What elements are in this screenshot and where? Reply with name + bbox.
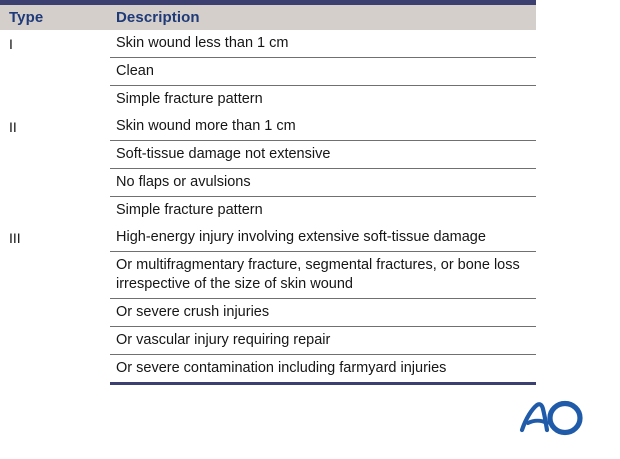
description-cell: Clean <box>116 63 154 79</box>
type-group-ii <box>0 113 536 224</box>
description-cell: High-energy injury involving extensive soft-tissue damage <box>116 229 486 245</box>
table-row <box>0 30 536 57</box>
table-row <box>0 58 536 85</box>
type-label-spacer <box>0 58 110 63</box>
description-cell: Or severe contamination including farmyard injuries <box>116 360 447 376</box>
column-header-description: Description <box>116 9 200 26</box>
type-label-spacer <box>0 197 110 202</box>
table-bottom-border <box>110 382 536 385</box>
table-row <box>0 355 536 382</box>
description-cell: Simple fracture pattern <box>116 202 263 218</box>
type-label-spacer <box>0 141 110 146</box>
type-group-i <box>0 30 536 113</box>
table-row <box>0 327 536 354</box>
table-row <box>0 141 536 168</box>
table-row <box>0 299 536 326</box>
type-label-spacer <box>0 355 110 360</box>
description-cell: Or vascular injury requiring repair <box>116 332 331 348</box>
type-label-spacer <box>0 169 110 174</box>
table-row <box>0 252 536 298</box>
type-label: II <box>9 119 17 135</box>
description-cell: Or severe crush injuries <box>116 304 270 320</box>
type-label-spacer <box>0 299 110 304</box>
description-cell: Skin wound less than 1 cm <box>116 35 289 51</box>
table-row <box>0 86 536 113</box>
type-group-iii <box>0 224 536 382</box>
table-row <box>0 197 536 224</box>
table-row <box>0 224 536 251</box>
type-label-spacer <box>0 327 110 332</box>
type-label-spacer <box>0 86 110 91</box>
description-cell: No flaps or avulsions <box>116 174 251 190</box>
type-label-spacer <box>0 252 110 257</box>
column-header-type: Type <box>9 9 44 26</box>
type-label: I <box>9 36 13 52</box>
description-cell: Skin wound more than 1 cm <box>116 118 296 134</box>
description-cell: Soft-tissue damage not extensive <box>116 146 331 162</box>
table-row <box>0 113 536 140</box>
description-cell: Simple fracture pattern <box>116 91 263 107</box>
description-cell: Or multifragmentary fracture, segmental fractures, or bone loss irrespective of the size of skin wound <box>116 257 520 292</box>
ao-logo <box>516 398 586 440</box>
type-label: III <box>9 230 21 246</box>
table-row <box>0 169 536 196</box>
table-header-row <box>0 5 536 30</box>
